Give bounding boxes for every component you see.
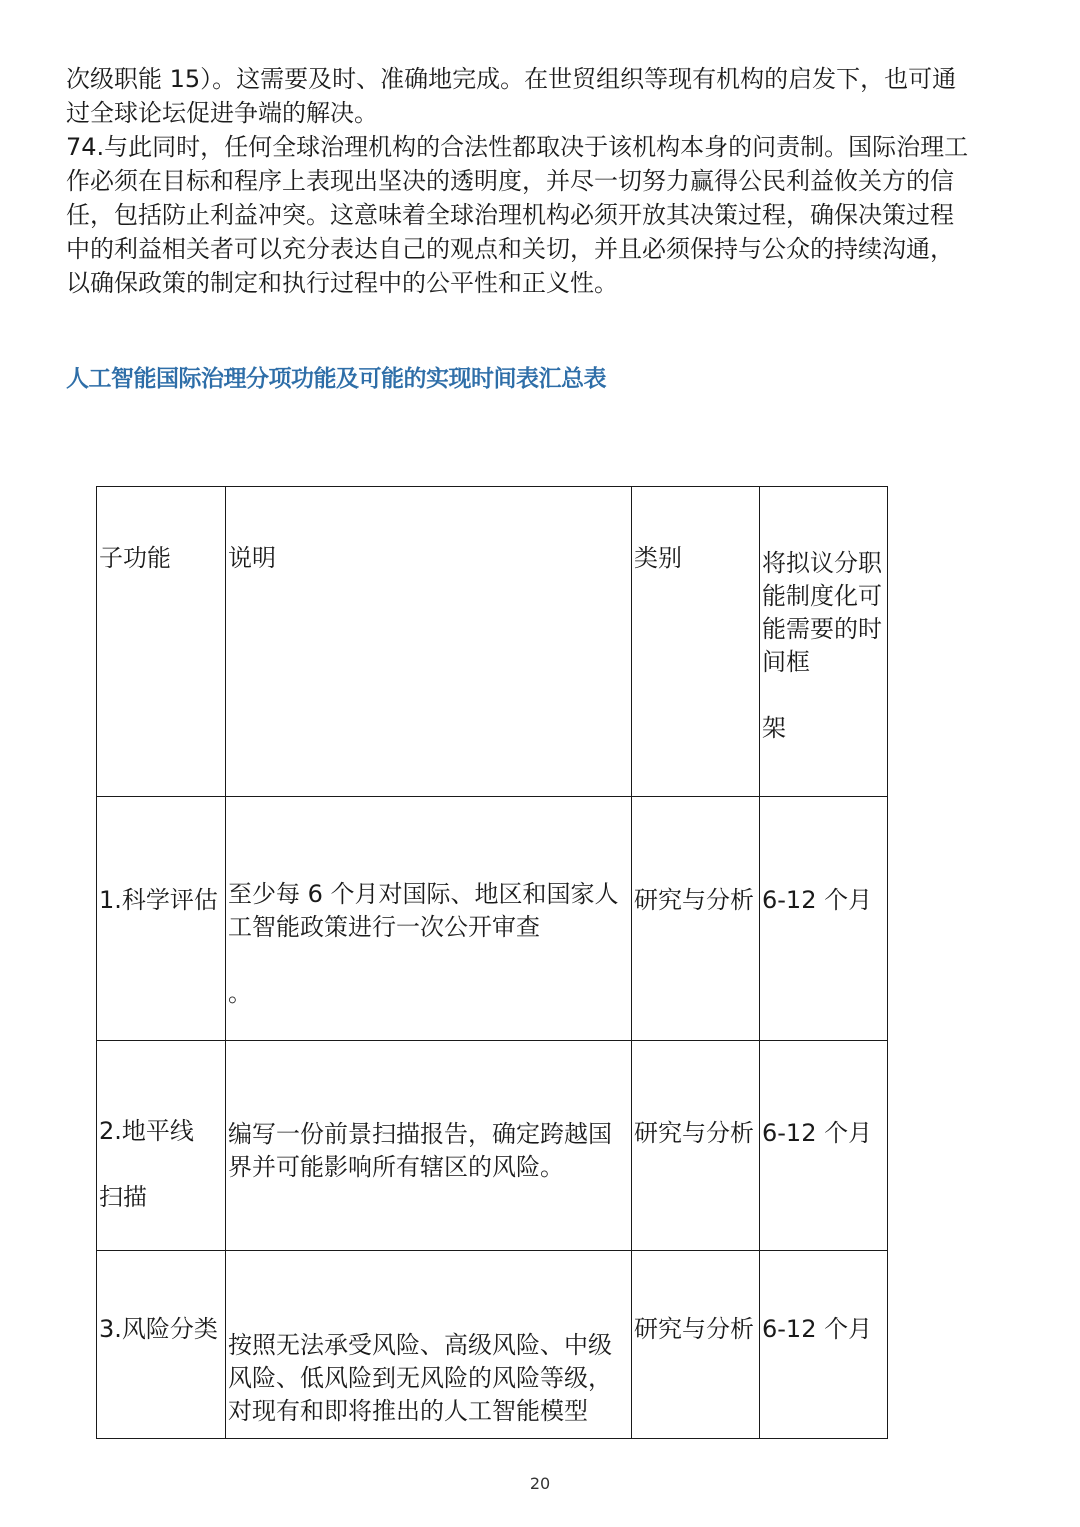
header-cell-description — [226, 487, 632, 797]
row-description: 按照无法承受风险、高级风险、中级 风险、低风险到无风险的风险等级， 对现有和即将推出的人工智能模型 — [228, 1331, 612, 1425]
row-timeframe: 6-12 个月 — [762, 885, 873, 914]
cell-category — [632, 1251, 760, 1439]
row-subfunction: 2.地平线 扫描 — [99, 1117, 194, 1211]
row-subfunction: 3.风险分类 — [99, 1315, 218, 1343]
header-subfunction: 子功能 — [99, 543, 171, 572]
paragraph-continuation: 次级职能 15）。这需要及时、准确地完成。在世贸组织等现有机构的启发下，也可通 过全球论坛促进争端的解决。 — [66, 65, 957, 127]
cell-description — [226, 797, 632, 1041]
row-category: 研究与分析 — [634, 1315, 754, 1343]
row-description: 至少每 6 个月对国际、地区和国家人 工智能政策进行一次公开审查 。 — [228, 879, 619, 1007]
page-number: 20 — [529, 1474, 551, 1493]
body-text — [66, 62, 1016, 300]
header-cell-category — [632, 487, 760, 797]
header-description: 说明 — [228, 543, 276, 572]
header-timeframe: 将拟议分职 能制度化可 能需要的时 间框 架 — [762, 548, 882, 742]
table-row — [97, 1251, 888, 1439]
cell-description — [226, 1251, 632, 1439]
table-row — [97, 1041, 888, 1251]
cell-subfunction — [97, 1251, 226, 1439]
table-header-row — [97, 487, 888, 797]
row-description: 编写一份前景扫描报告，确定跨越国 界并可能影响所有辖区的风险。 — [228, 1119, 612, 1181]
section-title: 人工智能国际治理分项功能及可能的实现时间表汇总表 — [66, 366, 606, 392]
row-timeframe: 6-12 个月 — [762, 1118, 873, 1147]
header-cell-subfunction — [97, 487, 226, 797]
cell-description — [226, 1041, 632, 1251]
summary-table — [96, 486, 888, 1439]
cell-timeframe — [760, 1041, 888, 1251]
row-subfunction: 1.科学评估 — [99, 885, 218, 914]
row-category: 研究与分析 — [634, 885, 754, 914]
cell-timeframe — [760, 797, 888, 1041]
row-category: 研究与分析 — [634, 1118, 754, 1147]
cell-subfunction — [97, 1041, 226, 1251]
cell-subfunction — [97, 797, 226, 1041]
paragraph-74: 74.与此同时，任何全球治理机构的合法性都取决于该机构本身的问责制。国际治理工 作必须在目标和程序上表现出坚决的透明度，并尽一切努力赢得公民利益攸关方的信 任，包括防止利益冲突。这意味着全球治理机构必须开放其决策过程，确保决策过程 中的利益相关者可以充分表达自己的观点和关切，并且必须保持与公众的持续沟通， 以确保政策的制定和执行过程中的公平性和正义性。 — [66, 133, 969, 297]
header-category: 类别 — [634, 543, 682, 572]
cell-category — [632, 1041, 760, 1251]
row-timeframe: 6-12 个月 — [762, 1315, 873, 1343]
cell-timeframe — [760, 1251, 888, 1439]
cell-category — [632, 797, 760, 1041]
header-cell-timeframe — [760, 487, 888, 797]
table-row — [97, 797, 888, 1041]
